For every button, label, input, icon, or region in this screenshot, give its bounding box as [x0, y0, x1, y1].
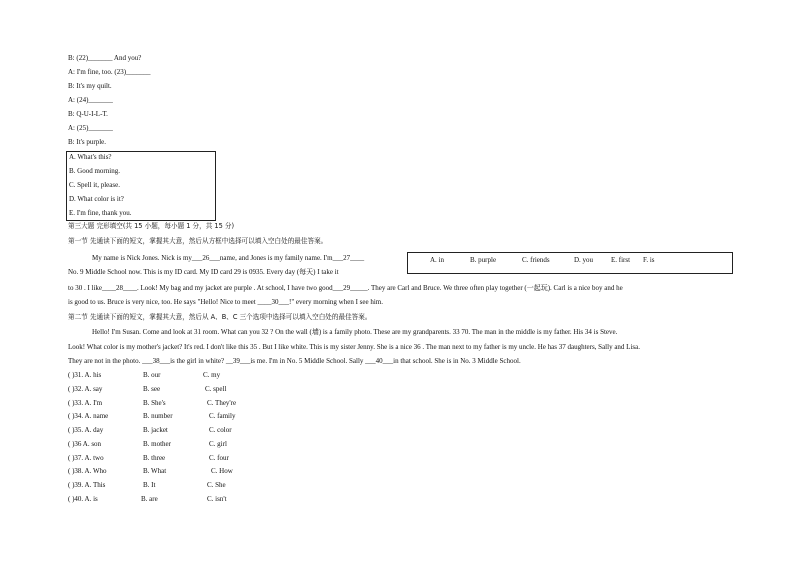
option-b: B. She's [143, 399, 166, 407]
question-number: ( )33. A. I'm [68, 399, 103, 407]
question-number: ( )40. A. is [68, 495, 98, 503]
word-option: B. purple [470, 256, 497, 264]
option-c: C. color [209, 426, 232, 434]
passage-line: Look! What color is my mother's jacket? It's red. I don't like this 35 . But I like white. This is my sister Jenny. She is a nice 36 . The man next to my father is my uncle. He has 37 daughters, Sally and Lisa. [68, 343, 640, 351]
section-title: 第二节 先通读下面的短文，掌握其大意，然后从 A、B、C 三个选项中选择可以填入空白处的最佳答案。 [68, 313, 372, 321]
section-title: 第一节 先通读下面的短文，掌握其大意，然后从方框中选择可以填入空白处的最佳答案。 [68, 237, 328, 245]
word-option: C. friends [522, 256, 550, 264]
passage-line: They are not in the photo. ___38___is the girl in white? __39___is me. I'm in No. 5 Middle School. Sally ___40___in that school. She is in No. 3 Middle School. [68, 357, 521, 365]
dialogue-line: A: (25)_______ [68, 124, 113, 132]
option-item: C. Spell it, please. [69, 181, 120, 189]
option-c: C. How [211, 467, 233, 475]
question-number: ( )32. A. say [68, 385, 103, 393]
passage-line: No. 9 Middle School now. This is my ID card. My ID card 29 is 0935. Every day (每天) I take it [68, 268, 339, 276]
option-b: B. three [143, 454, 166, 462]
dialogue-line: B: It's my quilt. [68, 82, 112, 90]
passage-line: is good to us. Bruce is very nice, too. He says "Hello! Nice to meet ____30___!" every morning when I see him. [68, 298, 384, 306]
part-title: 第三大题 完形填空(共 15 小题，每小题 1 分，共 15 分) [68, 222, 235, 230]
option-c: C. She [207, 481, 226, 489]
question-number: ( )36 A. son [68, 440, 102, 448]
dialogue-line: A: (24)_______ [68, 96, 113, 104]
word-option: F. is [643, 256, 655, 264]
option-c: C. my [203, 371, 221, 379]
option-c: C. four [209, 454, 229, 462]
word-option: E. first [611, 256, 631, 264]
option-b: B. mother [143, 440, 171, 448]
question-number: ( )34. A. name [68, 412, 109, 420]
option-c: C. They're [207, 399, 237, 407]
option-b: B. It [143, 481, 156, 489]
option-item: E. I'm fine, thank you. [69, 209, 132, 217]
passage-line: My name is Nick Jones. Nick is my___26___name, and Jones is my family name. I'm___27____ [92, 254, 365, 262]
question-number: ( )31. A. his [68, 371, 102, 379]
option-c: C. spell [205, 385, 227, 393]
passage-line: Hello! I'm Susan. Come and look at 31 room. What can you 32 ? On the wall (墙) is a family photo. These are my grandparents. 33 70. The man in the middle is my father. His 34 is Steve. [92, 328, 618, 336]
question-number: ( )38. A. Who [68, 467, 107, 475]
word-option: A. in [430, 256, 444, 264]
question-number: ( )37. A. two [68, 454, 104, 462]
option-item: A. What's this? [69, 153, 112, 161]
option-b: B. our [143, 371, 161, 379]
dialogue-options-box [66, 151, 216, 221]
option-item: B. Good morning. [69, 167, 120, 175]
question-number: ( )39. A. This [68, 481, 106, 489]
option-b: B. are [141, 495, 158, 503]
option-c: C. isn't [207, 495, 227, 503]
question-number: ( )35. A. day [68, 426, 104, 434]
option-item: D. What color is it? [69, 195, 124, 203]
option-b: B. What [143, 467, 167, 475]
passage-line: to 30 . I like____28____. Look! My bag and my jacket are purple . At school, I have two good___29_____. They are Carl and Bruce. We three often play together (一起玩). Carl is a nice boy and he [68, 284, 623, 292]
dialogue-line: B: It's purple. [68, 138, 107, 146]
option-b: B. jacket [143, 426, 168, 434]
option-b: B. number [143, 412, 173, 420]
option-c: C. girl [209, 440, 227, 448]
word-bank-box [407, 252, 733, 274]
dialogue-line: B: Q-U-I-L-T. [68, 110, 108, 118]
dialogue-line: B: (22)_______ And you? [68, 54, 142, 62]
option-b: B. see [143, 385, 161, 393]
option-c: C. family [209, 412, 236, 420]
word-option: D. you [574, 256, 594, 264]
dialogue-line: A: I'm fine, too. (23)_______ [68, 68, 151, 76]
